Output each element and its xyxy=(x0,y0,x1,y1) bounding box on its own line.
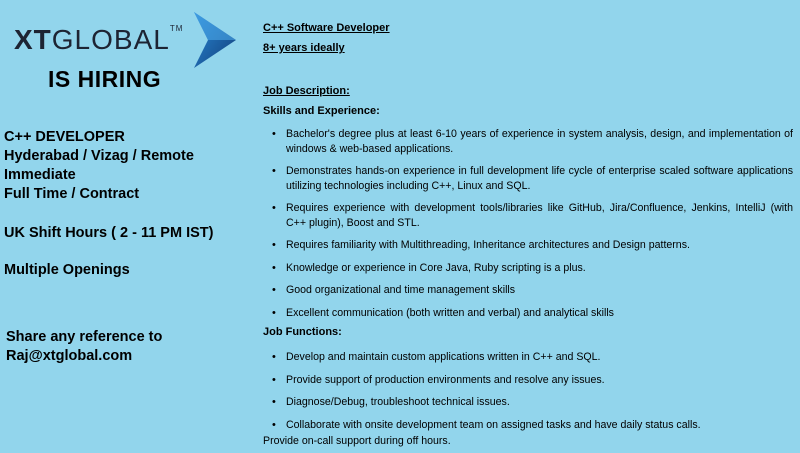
list-item: • Good organizational and time management skills xyxy=(263,283,793,298)
is-hiring-heading: IS HIRING xyxy=(48,66,162,92)
openings xyxy=(4,261,130,280)
list-item: • Develop and maintain custom applications written in C++ and SQL. xyxy=(263,350,793,365)
experience-required: 8+ years ideally xyxy=(263,42,345,54)
list-item: • Knowledge or experience in Core Java, Ruby scripting is a plus. xyxy=(263,261,793,276)
job-description-heading: Job Description: xyxy=(263,85,350,97)
left-panel xyxy=(0,0,250,453)
job-functions-heading: Job Functions: xyxy=(263,326,342,338)
share-email-link[interactable]: Raj@xtglobal.com xyxy=(6,348,133,364)
list-item: • Requires familiarity with Multithreading, Inheritance architectures and Design patterns. xyxy=(263,238,793,253)
list-item: • Requires experience with development tools/libraries like GitHub, Jira/Confluence, Jenkins, IntelliJ (with C++ plugin), Boost and STL. xyxy=(263,201,793,230)
list-item: • Collaborate with onsite development team on assigned tasks and have daily status calls. xyxy=(263,418,793,433)
logo-arrow-icon xyxy=(192,10,238,70)
logo-wordmark xyxy=(14,24,183,56)
share-reference xyxy=(6,328,162,366)
shift-text: UK Shift Hours ( 2 - 11 PM IST) xyxy=(4,225,214,241)
logo-global: GLOBAL xyxy=(51,24,170,55)
list-item: • Diagnose/Debug, troubleshoot technical issues. xyxy=(263,395,793,410)
on-call-note: Provide on-call support during off hours. xyxy=(263,435,451,447)
list-item: • Demonstrates hands-on experience in full development life cycle of enterprise scaled software applications utilizing technologies including C++, Linux and SQL. xyxy=(263,164,793,193)
role-availability: Immediate xyxy=(4,167,76,183)
list-item: • Bachelor's degree plus at least 6-10 years of experience in system analysis, design, and implementation of windows & web-based applications. xyxy=(263,127,793,156)
list-item: • Provide support of production environments and resolve any issues. xyxy=(263,373,793,388)
share-text: Share any reference to xyxy=(6,329,163,345)
functions-list xyxy=(263,350,793,432)
openings-text: Multiple Openings xyxy=(4,262,130,278)
logo-xt: XT xyxy=(14,24,52,55)
role-location: Hyderabad / Vizag / Remote xyxy=(4,148,194,164)
role-info xyxy=(4,128,194,204)
shift-hours xyxy=(4,224,213,243)
logo-tm: TM xyxy=(169,24,184,33)
list-item: • Excellent communication (both written and verbal) and analytical skills xyxy=(263,306,793,321)
xtglobal-logo xyxy=(14,14,244,66)
skills-list xyxy=(263,127,793,320)
role-title: C++ DEVELOPER xyxy=(4,129,125,145)
role-type: Full Time / Contract xyxy=(4,186,140,202)
skills-heading: Skills and Experience: xyxy=(263,105,380,117)
job-title: C++ Software Developer xyxy=(263,22,390,34)
